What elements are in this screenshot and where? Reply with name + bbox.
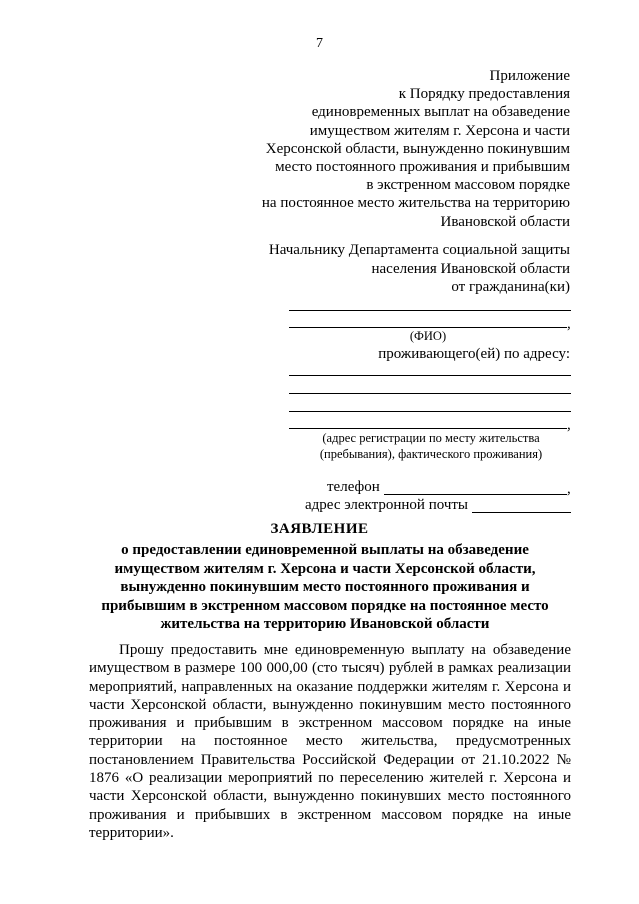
fio-comma: , — [567, 316, 571, 332]
appendix-line: имуществом жителям г. Херсона и части — [309, 122, 570, 139]
email-field[interactable] — [472, 512, 571, 513]
recipient-line: Начальнику Департамента социальной защиты — [268, 242, 570, 258]
address-line-3[interactable] — [289, 411, 571, 412]
appendix-line: на постоянное место жительства на территорию — [261, 195, 570, 212]
phone-field[interactable] — [384, 494, 567, 495]
document-title: ЗАЯВЛЕНИЕ — [270, 521, 369, 537]
fio-caption: (ФИО) — [409, 329, 447, 343]
address-line-2[interactable] — [289, 393, 571, 394]
appendix-line: единовременных выплат на обзаведение — [311, 104, 570, 121]
appendix-block — [240, 67, 570, 231]
address-caption-1: (адрес регистрации по месту жительства — [322, 431, 540, 445]
page-number: 7 — [316, 36, 323, 51]
address-line-4[interactable] — [289, 428, 567, 429]
document-subtitle: о предоставлении единовременной выплаты на обзаведение имуществом жителям г. Херсона и части Херсонской области, вынужденно покинувшим место постоянного проживания и прибывшим в экстренном массовом порядке на постоянное место жительства на территорию Ивановской области — [101, 542, 549, 632]
address-comma: , — [567, 417, 571, 433]
recipient-line: населения Ивановской области — [371, 260, 570, 277]
email-label: адрес электронной почты — [305, 497, 469, 513]
address-line-1[interactable] — [289, 375, 571, 376]
phone-comma: , — [567, 481, 571, 497]
recipient-line: от гражданина(ки) — [451, 279, 570, 295]
body-paragraph: Прошу предоставить мне единовременную выплату на обзаведение имуществом в размере 100 000,00 (сто тысяч) рублей в рамках реализации мероприятий, направленных на оказание поддержки жителям г. Херсона и части Херсонской области, вынужденно покинувшим место постоянного проживания и прибывшим в экстренном массовом порядке на иные территории на постоянное место жительства, предусмотренных постановлением Правительства Российской Федерации от 21.10.2022 № 1876 «О реализации мероприятий по переселению жителей г. Херсона и части Херсонской области, вынужденно покинувших место постоянного проживания и прибывших в экстренном массовом порядке на иные территории». — [89, 642, 571, 841]
appendix-line: к Порядку предоставления — [398, 86, 570, 103]
fio-line-1[interactable] — [289, 310, 571, 311]
phone-label: телефон — [327, 479, 380, 495]
address-label: проживающего(ей) по адресу: — [378, 346, 570, 362]
appendix-line: Херсонской области, вынужденно покинувшим — [265, 140, 570, 157]
appendix-line: Ивановской области — [440, 213, 570, 230]
appendix-line: в экстренном массовом порядке — [366, 177, 570, 194]
recipient-block — [230, 241, 570, 297]
appendix-line: место постоянного проживания и прибывшим — [275, 159, 570, 176]
appendix-line: Приложение — [489, 68, 570, 84]
address-caption-2: (пребывания), фактического проживания) — [319, 447, 543, 461]
